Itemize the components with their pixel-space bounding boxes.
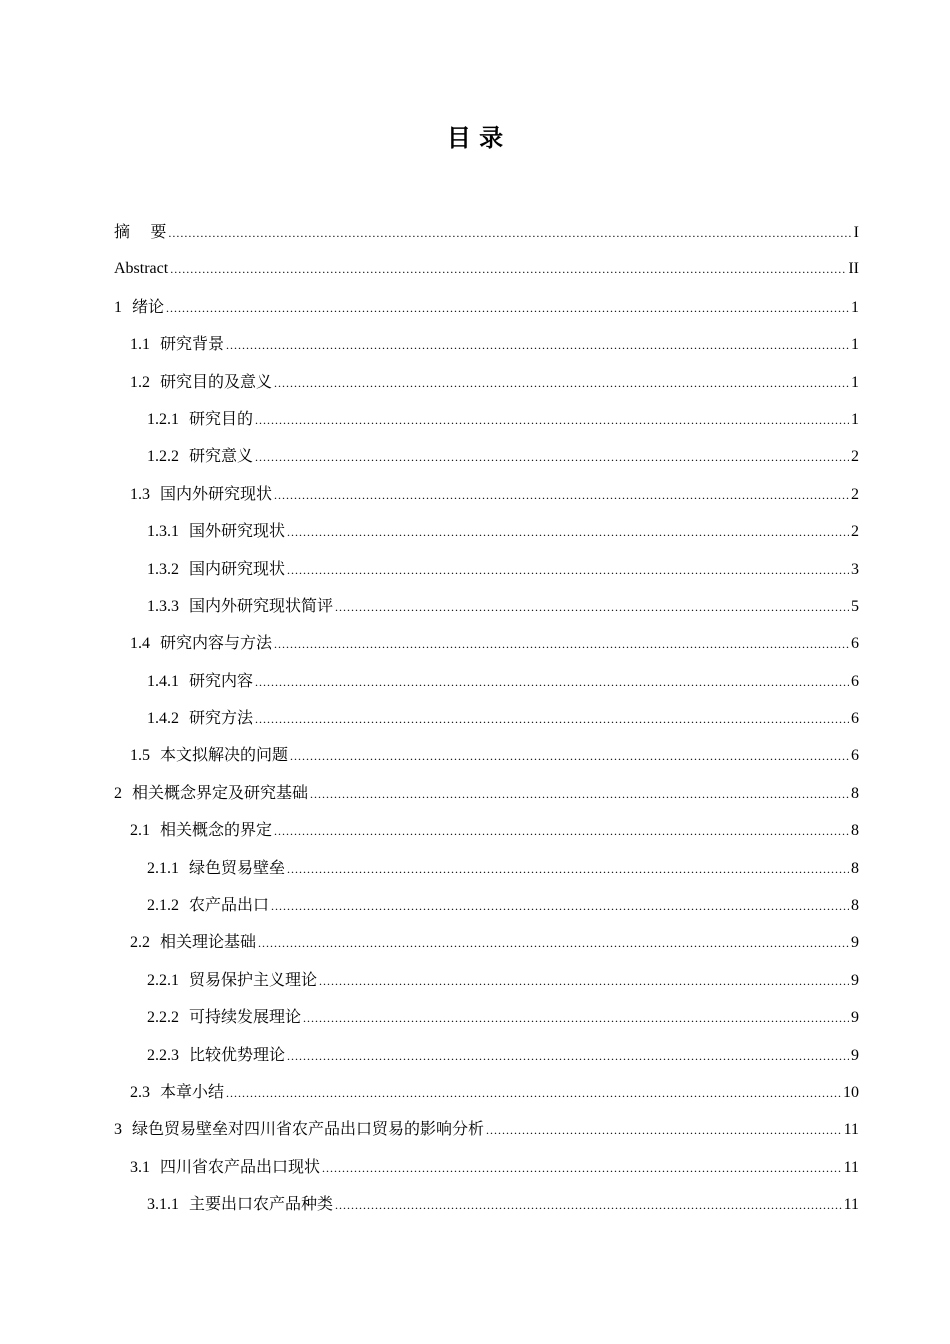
toc-entry[interactable]	[114, 1036, 859, 1073]
toc-entry[interactable]	[114, 437, 859, 474]
dot-leader	[274, 813, 849, 850]
toc-entry[interactable]	[114, 998, 859, 1035]
toc-entry[interactable]	[114, 288, 859, 325]
toc-entry[interactable]	[114, 849, 859, 886]
toc-entry[interactable]	[114, 1185, 859, 1222]
toc-entry-title: 比较优势理论	[189, 1044, 286, 1064]
toc-entry-title: 研究方法	[189, 708, 254, 728]
toc-entry-page-number: 6	[851, 635, 859, 653]
dot-leader	[335, 589, 849, 626]
toc-entry-number: 2.1	[130, 822, 150, 840]
toc-entry[interactable]	[114, 923, 859, 960]
toc-entry[interactable]	[114, 774, 859, 811]
toc-entry-title: 绿色贸易壁垒	[189, 857, 286, 877]
toc-entry-page-number: 8	[851, 784, 859, 802]
dot-leader	[226, 327, 849, 364]
table-of-contents	[114, 213, 859, 1223]
toc-entry-title: 国外研究现状	[189, 521, 286, 541]
toc-entry[interactable]	[114, 512, 859, 549]
toc-entry[interactable]	[114, 475, 859, 512]
toc-entry-page-number: 8	[851, 897, 859, 915]
toc-entry[interactable]	[114, 699, 859, 736]
dot-leader	[274, 477, 849, 514]
dot-leader	[310, 776, 849, 813]
toc-entry-page-number: I	[853, 224, 859, 241]
toc-entry-title: 贸易保护主义理论	[189, 969, 318, 989]
toc-entry-number: 1.2	[130, 373, 150, 391]
toc-entry-number: 2.2	[130, 934, 150, 952]
toc-entry-number: 1.3	[130, 485, 150, 503]
dot-leader	[170, 251, 846, 288]
toc-entry-number: 1	[114, 298, 122, 316]
toc-entry-title: 研究目的	[189, 408, 254, 428]
toc-entry[interactable]	[114, 811, 859, 848]
toc-entry-number: 1.3.2	[147, 560, 179, 578]
toc-entry[interactable]	[114, 1073, 859, 1110]
dot-leader	[255, 701, 849, 738]
toc-entry-number: 2.2.1	[147, 971, 179, 989]
toc-entry-page-number: 6	[851, 672, 859, 690]
toc-entry-number: 2.3	[130, 1083, 150, 1101]
dot-leader	[255, 439, 849, 476]
dot-leader	[290, 738, 849, 775]
toc-entry-page-number: 8	[851, 859, 859, 877]
toc-entry[interactable]	[114, 587, 859, 624]
dot-leader	[271, 888, 849, 925]
toc-entry-title: 相关理论基础	[160, 932, 257, 952]
toc-entry-number: 2.2.2	[147, 1009, 179, 1027]
toc-entry-page-number: 11	[843, 1196, 859, 1214]
toc-entry-number: 1.2.1	[147, 410, 179, 428]
toc-entry-title: 绿色贸易壁垒对四川省农产品出口贸易的影响分析	[132, 1119, 485, 1139]
toc-entry-page-number: 5	[851, 597, 859, 615]
toc-entry-title: 研究内容与方法	[160, 633, 273, 653]
toc-entry-page-number: II	[848, 260, 859, 278]
toc-entry-number: 2.1.1	[147, 859, 179, 877]
dot-leader	[486, 1112, 842, 1149]
toc-entry[interactable]	[114, 400, 859, 437]
toc-entry-title: 四川省农产品出口现状	[160, 1156, 321, 1176]
toc-entry-page-number: 2	[851, 523, 859, 541]
toc-entry-title: 主要出口农产品种类	[189, 1194, 334, 1214]
dot-leader	[287, 514, 849, 551]
toc-entry-page-number: 9	[851, 1046, 859, 1064]
toc-entry-page-number: 6	[851, 710, 859, 728]
toc-entry-page-number: 1	[851, 373, 859, 391]
dot-leader	[258, 925, 849, 962]
toc-entry[interactable]	[114, 961, 859, 998]
toc-entry[interactable]	[114, 736, 859, 773]
dot-leader	[274, 365, 849, 402]
toc-entry-number: 1.1	[130, 336, 150, 354]
toc-entry-title: 国内外研究现状	[160, 483, 273, 503]
toc-entry[interactable]	[114, 213, 859, 250]
toc-entry-number: 2.1.2	[147, 897, 179, 915]
toc-entry[interactable]	[114, 886, 859, 923]
dot-leader	[319, 963, 849, 1000]
toc-entry-number: 1.5	[130, 747, 150, 765]
toc-entry-page-number: 8	[851, 822, 859, 840]
toc-entry-title: 本章小结	[160, 1081, 225, 1101]
toc-entry[interactable]	[114, 1148, 859, 1185]
toc-entry[interactable]	[114, 363, 859, 400]
toc-entry-page-number: 2	[851, 485, 859, 503]
toc-entry-title: 绪论	[132, 296, 165, 316]
toc-entry-title: 研究目的及意义	[160, 371, 273, 391]
toc-entry-title: 研究背景	[160, 334, 225, 354]
dot-leader	[166, 290, 849, 327]
dot-leader	[255, 402, 849, 439]
toc-entry-page-number: 10	[843, 1083, 859, 1101]
toc-entry[interactable]	[114, 1110, 859, 1147]
dot-leader	[287, 851, 849, 888]
toc-entry-page-number: 9	[851, 934, 859, 952]
dot-leader	[168, 215, 851, 252]
toc-entry-number: 1.2.2	[147, 448, 179, 466]
dot-leader	[322, 1150, 842, 1187]
dot-leader	[303, 1000, 849, 1037]
toc-entry-page-number: 11	[843, 1121, 859, 1139]
toc-entry-page-number: 2	[851, 448, 859, 466]
toc-entry-page-number: 11	[843, 1158, 859, 1176]
toc-entry-number: 3	[114, 1121, 122, 1139]
toc-entry-title: 研究内容	[189, 670, 254, 690]
toc-entry-number: 1.4.2	[147, 710, 179, 728]
toc-entry-number: 1.3.3	[147, 597, 179, 615]
toc-entry-number: 1.4.1	[147, 672, 179, 690]
page-title: 目 录	[446, 123, 504, 152]
toc-entry[interactable]	[114, 624, 859, 661]
toc-entry-title: 相关概念的界定	[160, 820, 273, 840]
dot-leader	[255, 664, 849, 701]
toc-entry-page-number: 1	[851, 298, 859, 316]
toc-entry-title: Abstract	[114, 260, 169, 278]
toc-entry-page-number: 1	[851, 336, 859, 354]
toc-entry[interactable]	[114, 662, 859, 699]
dot-leader	[335, 1187, 842, 1224]
toc-entry-number: 2	[114, 784, 122, 802]
dot-leader	[274, 626, 849, 663]
toc-entry-title: 摘 要	[114, 222, 167, 241]
toc-entry-number: 1.3.1	[147, 523, 179, 541]
toc-entry-title: 国内外研究现状简评	[189, 595, 334, 615]
toc-entry-title: 可持续发展理论	[189, 1007, 302, 1027]
toc-entry-page-number: 3	[851, 560, 859, 578]
toc-entry-number: 1.4	[130, 635, 150, 653]
toc-entry-page-number: 6	[851, 747, 859, 765]
toc-entry-number: 3.1.1	[147, 1196, 179, 1214]
toc-entry-page-number: 9	[851, 971, 859, 989]
toc-entry[interactable]	[114, 550, 859, 587]
toc-entry-number: 2.2.3	[147, 1046, 179, 1064]
toc-entry-page-number: 1	[851, 410, 859, 428]
toc-entry-title: 相关概念界定及研究基础	[132, 782, 309, 802]
toc-entry-title: 研究意义	[189, 446, 254, 466]
toc-entry-number: 3.1	[130, 1158, 150, 1176]
toc-entry-title: 本文拟解决的问题	[160, 745, 289, 765]
toc-entry-title: 国内研究现状	[189, 558, 286, 578]
dot-leader	[287, 552, 849, 589]
toc-entry-page-number: 9	[851, 1009, 859, 1027]
dot-leader	[287, 1038, 849, 1075]
toc-entry-title: 农产品出口	[189, 895, 270, 915]
toc-entry[interactable]	[114, 250, 859, 287]
dot-leader	[226, 1075, 841, 1112]
toc-entry[interactable]	[114, 325, 859, 362]
